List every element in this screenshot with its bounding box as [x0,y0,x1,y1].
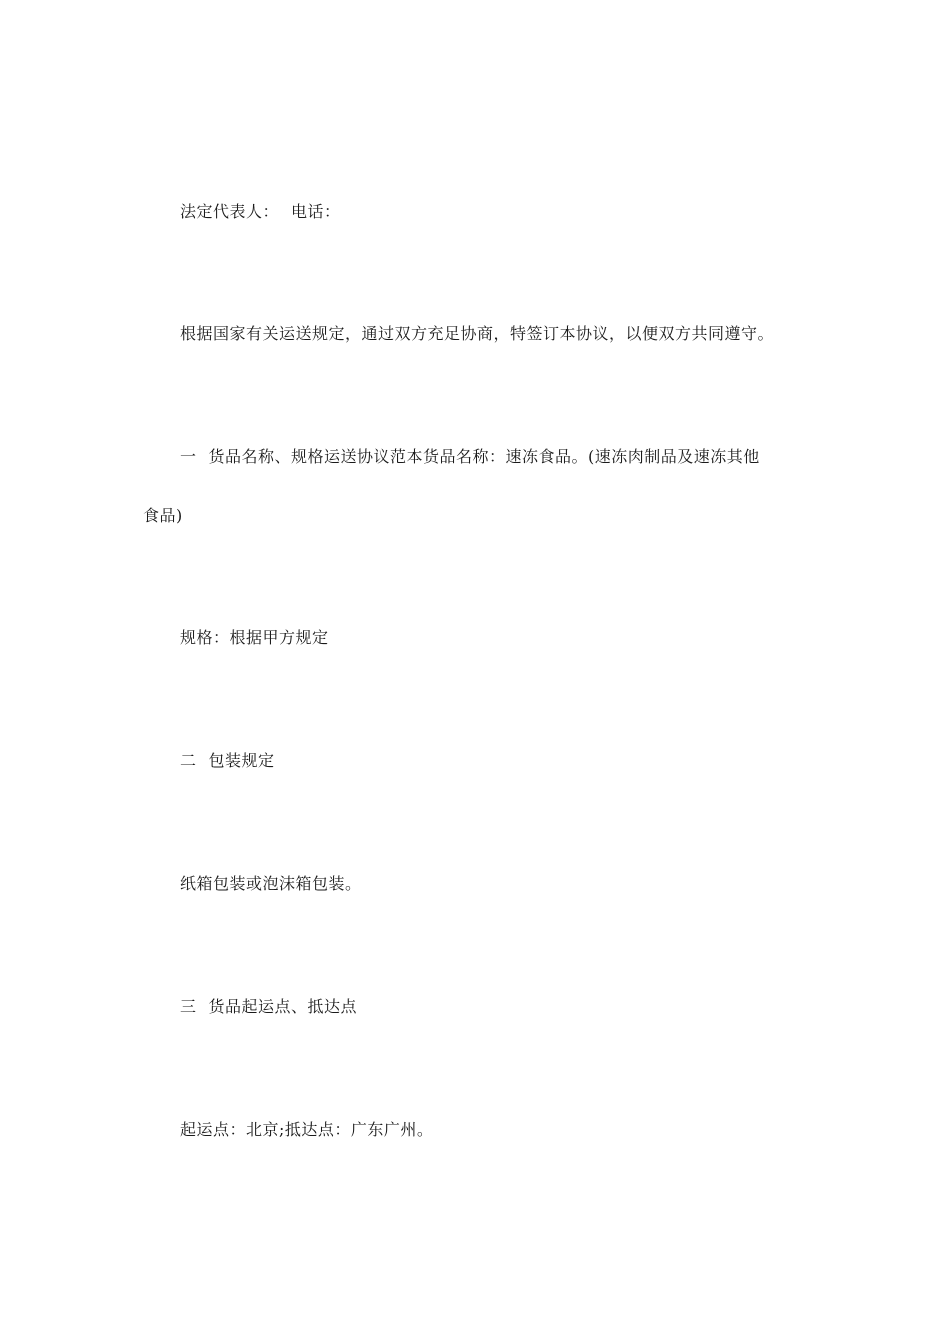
preamble-paragraph: 根据国家有关运送规定，通过双方充足协商，特签订本协议，以便双方共同遵守。 [180,324,775,343]
section-1-text: 货品名称、规格运送协议范本货品名称：速冻食品。(速冻肉制品及速冻其他 [208,447,760,466]
spec-line: 规格：根据甲方规定 [180,628,329,647]
section-1-number: 一 [180,447,197,466]
section-3-number: 三 [180,997,197,1016]
section-2-number: 二 [180,751,197,770]
section-2-text: 包装规定 [208,751,275,770]
section-3-text: 货品起运点、抵达点 [208,997,358,1016]
route-line: 起运点：北京;抵达点：广东广州。 [180,1120,434,1139]
packaging-line: 纸箱包装或泡沫箱包装。 [180,874,362,893]
section-1-heading-wrap: 食品) [143,506,183,525]
section-3-heading [180,997,357,1017]
section-1-heading [180,447,760,467]
section-2-heading [180,751,275,771]
legal-rep-label: 法定代表人： [180,202,280,221]
legal-representative-line [180,202,341,222]
phone-label: 电话： [291,202,341,221]
